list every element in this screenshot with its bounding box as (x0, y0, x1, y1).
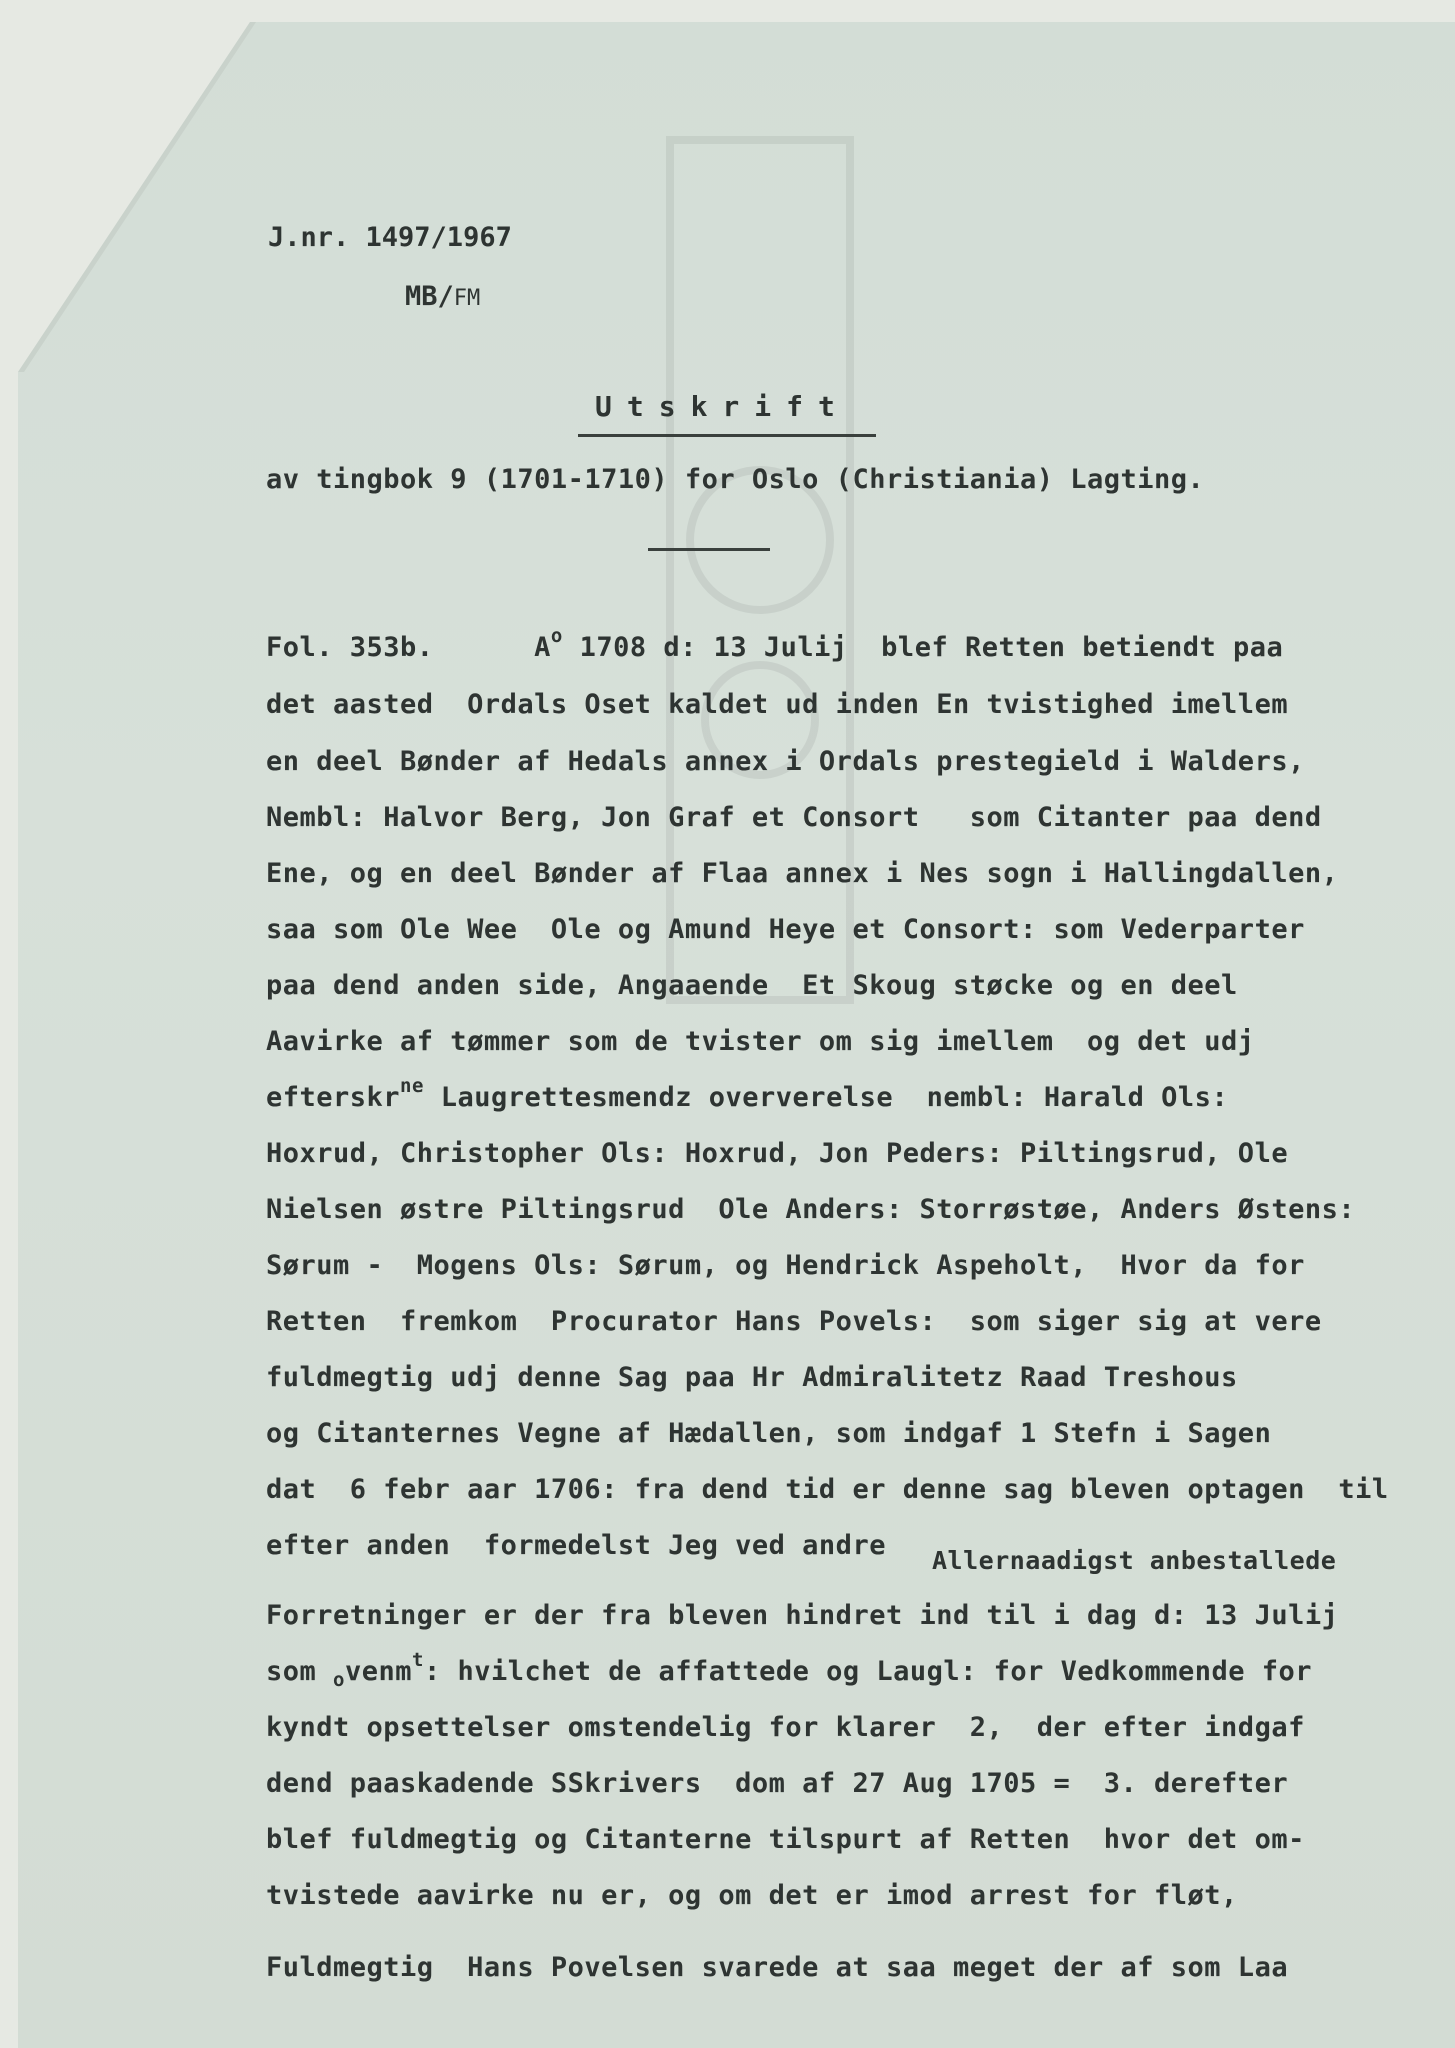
body-line-17a: efter anden formedelst Jeg ved andre (266, 1530, 886, 1561)
folio-reference: Fol. 353b. (266, 632, 434, 663)
body-line-7: paa dend anden side, Angaaende Et Skoug støcke og en deel (266, 970, 1238, 1001)
body-line-16: dat 6 febr aar 1706: fra dend tid er denne sag bleven optagen til (266, 1474, 1389, 1505)
body-line-23: tvistede aavirke nu er, og om det er imod arrest for fløt, (266, 1880, 1238, 1911)
body-line-10: Hoxrud, Christopher Ols: Hoxrud, Jon Peders: Piltingsrud, Ole (266, 1138, 1289, 1169)
initials-prefix: MB/ (405, 281, 454, 312)
body-line-6: saa som Ole Wee Ole og Amund Heye et Consort: som Vederparter (266, 914, 1305, 945)
body-line-19-a: som (266, 1656, 334, 1687)
title-underline (578, 434, 876, 437)
body-line-9-a: efterskr (266, 1082, 401, 1113)
body-line-3: en deel Bønder af Hedals annex i Ordals prestegield i Walders, (266, 746, 1305, 777)
body-line-21: dend paaskadende SSkrivers dom af 27 Aug 1705 = 3. derefter (266, 1768, 1289, 1799)
body-line-19-superscript: t (412, 1649, 424, 1671)
body-line-22: blef fuldmegtig og Citanterne tilspurt af Retten hvor det om- (266, 1824, 1305, 1855)
section-divider (648, 548, 770, 551)
body-line-15: og Citanternes Vegne af Hædallen, som indgaf 1 Stefn i Sagen (266, 1418, 1272, 1449)
body-line-12: Sørum - Mogens Ols: Sørum, og Hendrick Aspeholt, Hvor da for (266, 1250, 1305, 1281)
initials (405, 281, 480, 312)
body-line-19-subscript: o (333, 1669, 345, 1691)
body-line-19-b: venm (344, 1656, 413, 1687)
body-line-9-superscript: ne (400, 1075, 424, 1097)
body-line-20: kyndt opsettelser omstendelig for klarer 2, der efter indgaf (266, 1712, 1305, 1743)
body-line-1 (266, 625, 1284, 663)
body-line-4: Nembl: Halvor Berg, Jon Graf et Consort som Citanter paa dend (266, 802, 1322, 833)
body-line-11: Nielsen østre Piltingsrud Ole Anders: Storrøstøe, Anders Østens: (266, 1194, 1356, 1225)
body-line-8: Aavirke af tømmer som de tvister om sig imellem og det udj (266, 1026, 1255, 1057)
body-line-17b: Allernaadigst anbestallede (932, 1546, 1337, 1575)
anno-superscript: o (550, 625, 563, 647)
body-line-14: fuldmegtig udj denne Sag paa Hr Admiralitetz Raad Treshous (266, 1362, 1238, 1393)
body-line-13: Retten fremkom Procurator Hans Povels: som siger sig at vere (266, 1306, 1322, 1337)
body-line-19 (266, 1649, 1313, 1691)
body-line-24: Fuldmegtig Hans Povelsen svarede at saa meget der af som Laa (266, 1952, 1289, 1983)
body-line-18: Forretninger er der fra bleven hindret ind til i dag d: 13 Julij (266, 1600, 1339, 1631)
document-title: Utskrift (595, 390, 850, 423)
anno-label: A (534, 632, 551, 663)
body-line-1-rest: 1708 d: 13 Julij blef Retten betiendt paa (562, 632, 1284, 663)
document-subtitle: av tingbok 9 (1701-1710) for Oslo (Christiania) Lagting. (266, 464, 1205, 495)
body-line-2: det aasted Ordals Oset kaldet ud inden En tvistighed imellem (266, 689, 1289, 720)
body-line-9 (266, 1075, 1229, 1113)
body-line-9-b: Laugrettesmendz oververelse nembl: Harald Ols: (423, 1082, 1229, 1113)
body-line-5: Ene, og en deel Bønder af Flaa annex i Nes sogn i Hallingdallen, (266, 858, 1339, 889)
body-line-19-c: : hvilchet de affattede og Laugl: for Vedkommende for (423, 1656, 1313, 1687)
initials-suffix: FM (453, 286, 481, 311)
journal-number: J.nr. 1497/1967 (268, 222, 512, 253)
